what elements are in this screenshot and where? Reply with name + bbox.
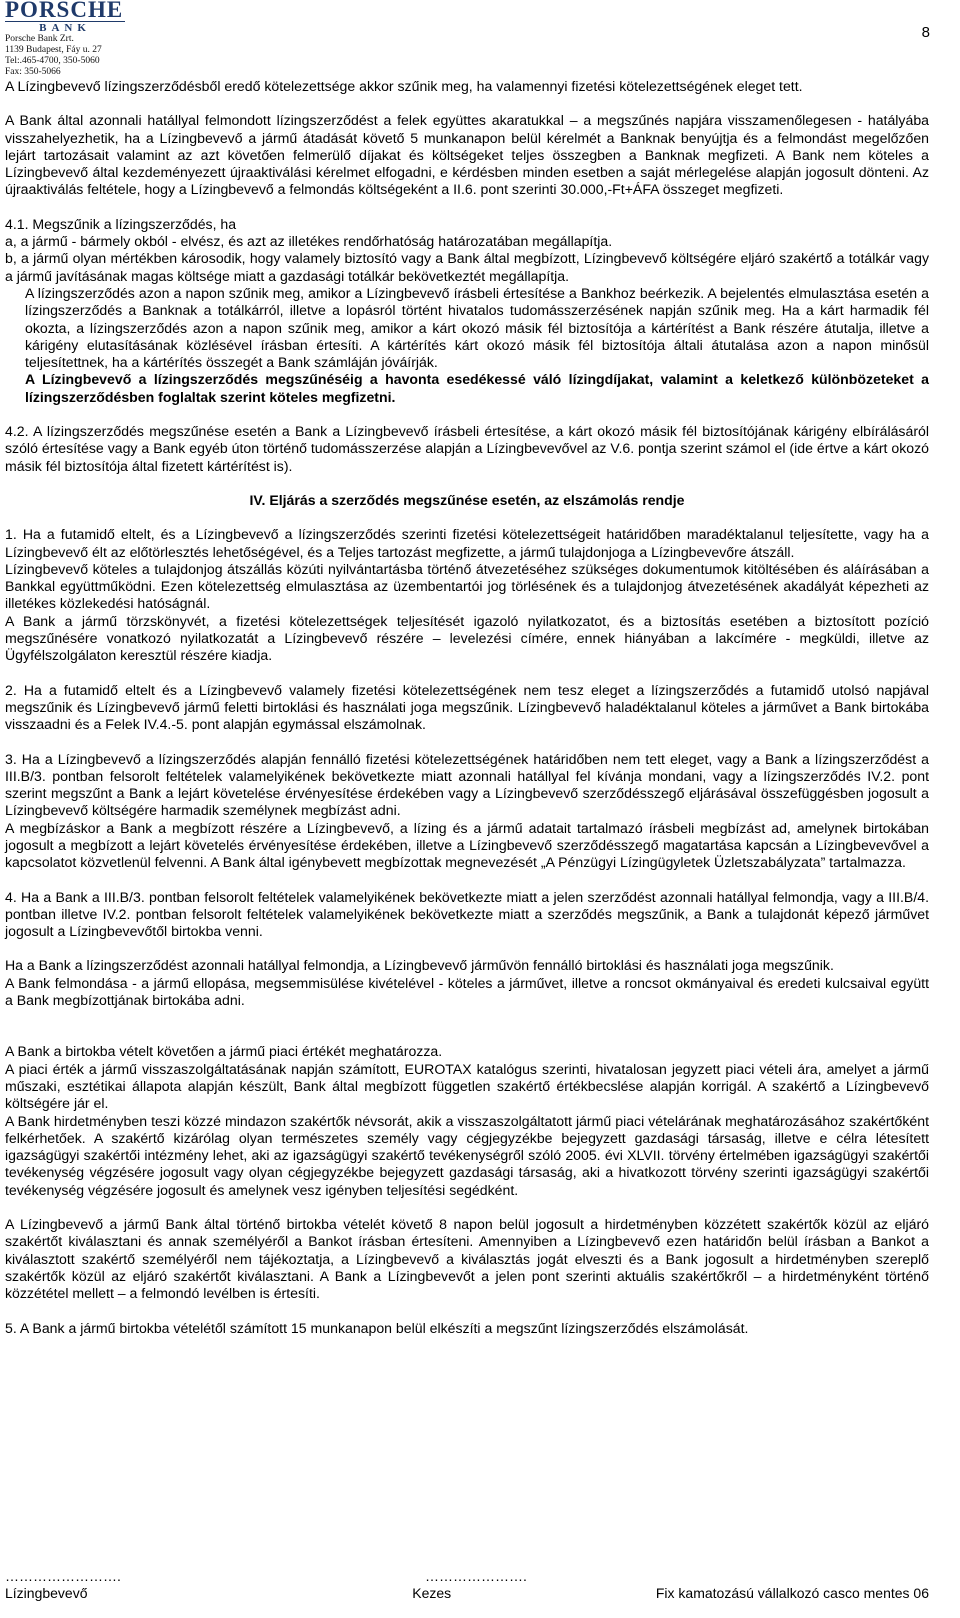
bank-letterhead	[5, 0, 165, 78]
document-body	[5, 78, 929, 1337]
paragraph: 5. A Bank a jármű birtokba vételétől számított 15 munkanapon belül elkészíti a megszűnt lízingszerződés elszámolását.	[5, 1319, 749, 1336]
signature-footer	[5, 1568, 929, 1602]
paragraph: 4. Ha a Bank a III.B/3. pontban felsorolt feltételek valamelyikének bekövetkezte miatt a jelen szerződést azonnali hatállyal felmondja, vagy a III.B/4. pontban illetve IV.2. pontban felsorolt feltételek valamelyikének bekövetkezte miatt a szerződés megszűnik, a Bank a tulajdonát képező járművet jogosult a Lízingbevevőtől birtokba venni.	[5, 888, 929, 940]
signature-label-guarantor: Kezes	[412, 1585, 452, 1601]
paragraph: A Bank a birtokba vételt követően a jármű piaci értékét meghatározza.	[5, 1043, 443, 1060]
logo-subtitle: BANK	[5, 21, 125, 34]
bold-paragraph: A Lízingbevevő a lízingszerződés megszűnéséig a havonta esedékessé váló lízingdíjakat, valamint a keletkező különbözeteket a lízingszerződésben foglaltak szerint köteles megfizetni.	[25, 371, 929, 405]
paragraph: 4.2. A lízingszerződés megszűnése esetén a Bank a Lízingbevevő írásbeli értesítése, a kárt okozó másik fél biztosítójának kárigény elbírálásáról szóló értesítése vagy a Bank egyéb úton történő tudomásszerzése alapján a Lízingbevevővel az V.6. pontja szerint számol el (ide értve a kárt okozó másik fél biztosítója által fizetett kártérítést is).	[5, 423, 929, 474]
paragraph: A lízingszerződés azon a napon szűnik meg, amikor a Lízingbevevő írásbeli értesítése a Bankhoz beérkezik. A bejelentés elmulasztása esetén a lízingszerződés a Banknak a totálkárról, illetve a lopásról történt hivatalos tudomásszerzésének napján szűnik meg. Ha a kárt harmadik fél okozta, a lízingszerződés azon a napon szűnik meg, amikor a kárt okozó másik fél biztosítója a kártérítést a Bank részére átutalja, illetve a kárigény elutasításának közlésével írásban értesíti. A kártérítés kárt okozó másik fél biztosítója általi átutalása azon a napon minősül teljesítettnek, ha a kártérítés összegét a Bank számláján jóváírják.	[25, 284, 929, 371]
section-heading: IV. Eljárás a szerződés megszűnése esetén, az elszámolás rendje	[249, 491, 685, 508]
paragraph: 3. Ha a Lízingbevevő a lízingszerződés alapján fennálló fizetési kötelezettségének határidőben nem tett eleget, vagy a Bank a lízingszerződést a III.B/3. pontban felsorolt feltételek valamelyikének bekövetkezte miatt azonnali hatállyal fel kívánja mondani, vagy a lízingszerződés IV.2. pont szerint megszűnt a Bank a lejárt követelése érvényesítése érdekében vagy a Lízingbevevő szerződésszegő eljárásával összefüggésben jogosult a Lízingbevevő költségére harmadik személynek megbízást adni.	[5, 750, 929, 819]
paragraph: A Bank által azonnali hatállyal felmondott lízingszerződést a felek együttes akaratukkal – a megszűnés napjára visszamenőlegesen - hatályába visszahelyezhetik, ha a Lízingbevevő a jármű átadását követő 5 munkanapon belül kérelmét a Banknak benyújtja és a felmondást megelőzően lejárt tartozásait valamint az azt követően felmerülő díjakat és költségeket teljes összegben a Banknak megfizeti. A Bank nem köteles a Lízingbevevő által kezdeményezett újraaktiválási kérelmet elfogadni, e kérdésben minden esetben a saját mérlegelése alapján jogosult dönteni. Az újraaktiválás feltétele, hogy a Lízingbevevő a felmondás költségeként a II.6. pont szerinti 30.000,-Ft+ÁFA összeget megfizeti.	[5, 112, 929, 198]
paragraph: A Lízingbevevő lízingszerződésből eredő kötelezettsége akkor szűnik meg, ha valamennyi fizetési kötelezettségének eleget tett.	[5, 78, 803, 94]
porsche-bank-logo: PORSCHE	[5, 0, 124, 22]
paragraph: Ha a Bank a lízingszerződést azonnali hatállyal felmondja, a Lízingbevevő járművön fennálló birtoklási és használati joga megszűnik.	[5, 957, 834, 974]
signature-label-lessee: Lízingbevevő	[5, 1585, 88, 1601]
paragraph: b, a jármű olyan mértékben károsodik, hogy valamely biztosító vagy a Bank által megbízott, Lízingbevevő költségére eljáró szakértő a totálkár vagy a jármű javításának magas költsége miatt a gazdasági totálkár bekövetkeztét megállapítja.	[5, 250, 929, 284]
signature-line: …………………….	[5, 1568, 121, 1584]
document-code: Fix kamatozású vállalkozó casco mentes 06	[655, 1585, 929, 1601]
section-4-1-title: 4.1. Megszűnik a lízingszerződés, ha	[5, 215, 237, 232]
company-fax: Fax: 350-5066	[5, 67, 61, 77]
paragraph: A Bank felmondása - a jármű ellopása, megsemmisülése kivételével - köteles a járművet, illetve a roncsot okmányaival és eredeti kulcsaival együtt a Bank megbízottjának birtokába adni.	[5, 974, 929, 1009]
company-address: 1139 Budapest, Fáy u. 27	[5, 45, 102, 55]
paragraph: A piaci érték a jármű visszaszolgáltatásának napján számított, EUROTAX katalógus szerinti, hivatalosan jegyzett piaci vételi ára, amelyet a jármű műszaki, esztétikai állapota alapján készült, Bank által megbízott független szakértő értékbecslése alapján korrigál. A szakértő a Lízingbevevő költségére jár el.	[5, 1060, 929, 1112]
paragraph: 1. Ha a futamidő eltelt, és a Lízingbevevő a lízingszerződés szerinti fizetési kötelezettségeit határidőben maradéktalanul teljesítette, vagy ha a Lízingbevevő élt az előtörlesztés lehetőségével, és a Teljes tartozást megfizette, a jármű tulajdonjoga a Lízingbevevőre átszáll.	[5, 526, 929, 560]
paragraph: A megbízáskor a Bank a megbízott részére a Lízingbevevő, a lízing és a jármű adatait tartalmazó írásbeli megbízást ad, amelynek birtokában jogosult a megbízott a lejárt követelés érvényesítése érdekében, illetve a Lízingbevevő szerződésszegő magatartása kapcsán a Lízingbevevővel a kapcsolatot közvetlenül felvenni. A Bank által igénybevett megbízottak megnevezését „A Pénzügyi Lízingügyletek Üzletszabályzata” tartalmazza.	[5, 819, 929, 871]
page-number: 8	[921, 24, 930, 41]
paragraph: A Bank hirdetményben teszi közzé mindazon szakértők névsorát, akik a visszaszolgáltatott jármű piaci vételárának meghatározásához szakértőként felkérhetőek. A szakértő kizárólag olyan természetes személy vagy cégjegyzékbe bejegyzett gazdasági társaság, illetve e célra létesített igazságügyi szakértői intézmény lehet, aki az igazságügyi szakértő tevékenységről szóló 2005. évi XLVII. törvény értelmében igazságügyi szakértői tevékenység végzésére jogosult vagy olyan cégjegyzékbe bejegyzett gazdasági társaság, aki a hivatkozott törvény szerinti igazságügyi szakértői tevékenység végzésére jogosult és amelynek vesz igényben teljesítési segédként.	[5, 1112, 929, 1198]
paragraph: A Bank a jármű törzskönyvét, a fizetési kötelezettségek teljesítését igazoló nyilatkozatot, és a biztosítás esetében a biztosított pozíció megszűnésére vonatkozó nyilatkozatát a Lízingbevevő részére – levelezési címére, ennek hiányában a lakcímére - megküldi, illetve az Ügyfélszolgálaton keresztül részére kiadja.	[5, 612, 929, 664]
company-name: Porsche Bank Zrt.	[5, 34, 74, 44]
paragraph: Lízingbevevő köteles a tulajdonjog átszállás közúti nyilvántartásba történő átvezetéséhez szükséges dokumentumok kitöltésében és aláírásában a Bankkal együttműködni. Ezen kötelezettség elmulasztása az üzembentartói jog törlésének és a tulajdonjog átvezetésének akadályát képezheti az illetékes közlekedési hatóságnál.	[5, 560, 929, 612]
paragraph: a, a jármű - bármely okból - elvész, és azt az illetékes rendőrhatóság határozatában megállapítja.	[5, 233, 613, 250]
signature-line: ………………….	[425, 1568, 527, 1584]
paragraph: A Lízingbevevő a jármű Bank által történő birtokba vételét követő 8 napon belül jogosult a hirdetményben közzétett szakértők közül az eljáró szakértőt kiválasztani és annak személyéről a Bankot írásban értesíteni. Amennyiben a Lízingbevevő ezen határidőn belül írásban a Bankot a kiválasztott szakértő személyéről nem tájékoztatja, a Lízingbevevő a kiválasztás jogát elveszti és a Bank jogosult a hirdetményben szereplő szakértők közül az eljáró szakértőt kiválasztani. A Bank a Lízingbevevőt a jelen pont szerinti aktuális szakértőkről – a hirdetményként történő közzététel mellett – a felmondó levélben is értesíti.	[5, 1216, 929, 1302]
company-phone: Tel:.465-4700, 350-5060	[5, 56, 100, 66]
paragraph: 2. Ha a futamidő eltelt és a Lízingbevevő valamely fizetési kötelezettségének nem tesz eleget a lízingszerződés a futamidő utolsó napjával megszűnik és Lízingbevevő jármű feletti birtoklási és használati joga megszűnik. Lízingbevevő haladéktalanul köteles a járművet a Bank birtokába visszaadni és a Felek IV.4.-5. pont alapján egymással elszámolnak.	[5, 681, 929, 733]
